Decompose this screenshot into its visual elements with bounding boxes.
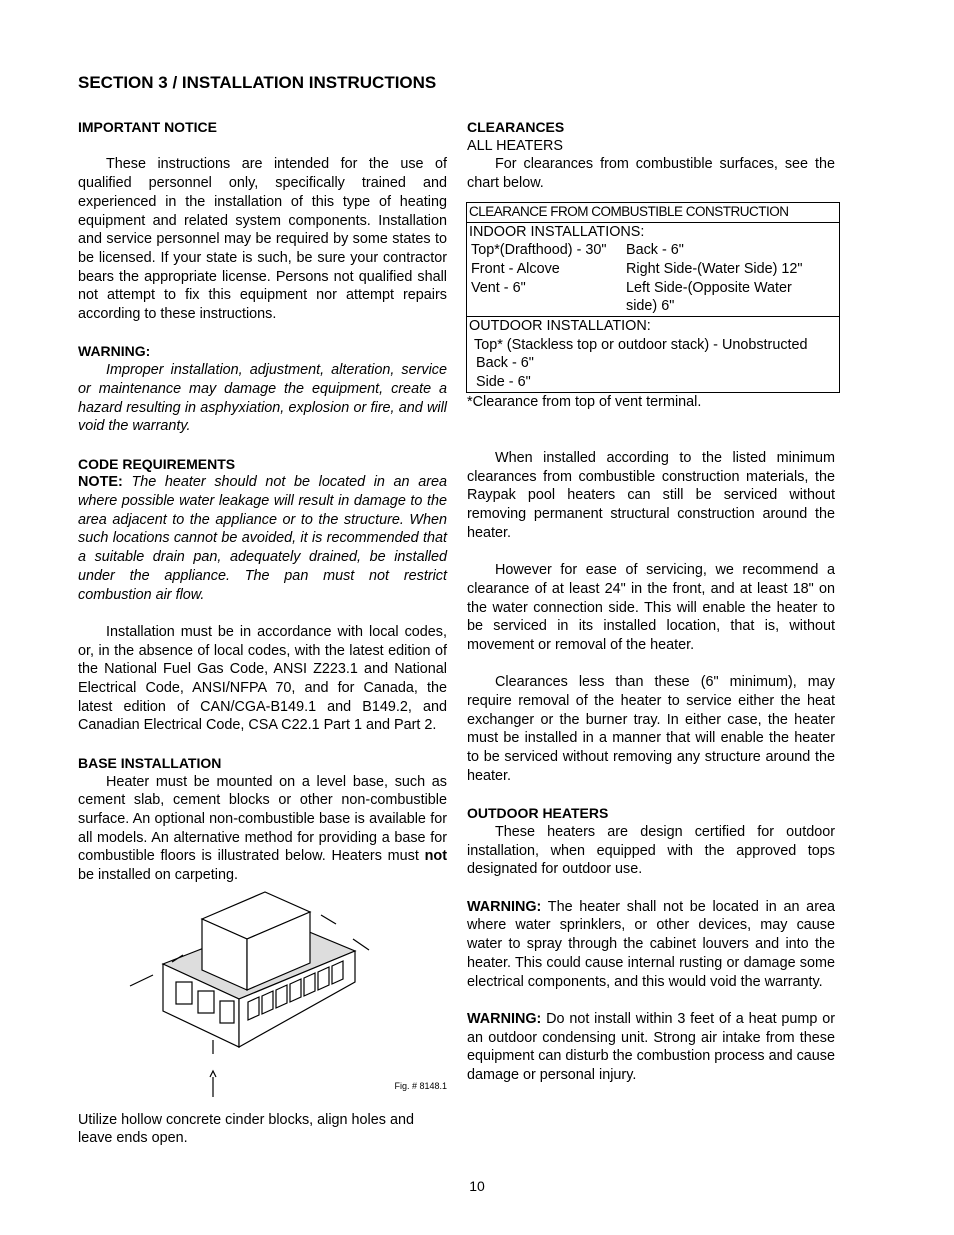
- clearances-para-1: When installed according to the listed minimum clearances from combustible construction materials, the Raypak pool heaters can still be serviced without removing permanent structural construction around the heater.: [467, 449, 835, 541]
- base-figure: [78, 887, 447, 1111]
- indoor-row: [467, 260, 839, 279]
- page-number: 10: [469, 1178, 485, 1194]
- warning-label: WARNING:: [467, 1010, 542, 1027]
- note-label: NOTE:: [78, 474, 123, 491]
- code-body: Installation must be in accordance with local codes, or, in the absence of local codes, with the latest edition of the National Fuel Gas Code, ANSI Z223.1 and National Electrical Code, ANSI/NFPA 70, and for Canada, the latest edition of CAN/CGA-B149.1 and B149.2, and Canadian Electrical Code, CSA C22.1 Part 1 and Part 2.: [78, 623, 447, 734]
- base-body-bold: not: [424, 848, 447, 865]
- important-notice-heading: IMPORTANT NOTICE: [78, 119, 217, 135]
- base-installation-heading: BASE INSTALLATION: [78, 754, 222, 771]
- indoor-row: [467, 279, 839, 316]
- code-note: [78, 473, 447, 604]
- warning-body: Improper installation, adjustment, alteration, service or maintenance may damage the equipment, create a hazard resulting in asphyxiation, explosion or fire, and will void the warranty.: [78, 362, 447, 435]
- all-heaters-subheading: ALL HEATERS: [467, 137, 563, 154]
- outdoor-row: Top* (Stackless top or outdoor stack) - Unobstructed: [474, 336, 808, 353]
- clearances-para-3: Clearances less than these (6" minimum), may require removal of the heater to service either the heat exchanger or the burner tray. In either case, the heater must be installed in a manner that will enable the heater to be serviced without removing any structure around the heater.: [467, 674, 835, 784]
- indoor-cell: Vent - 6": [471, 279, 526, 296]
- right-column: [467, 118, 835, 1085]
- clearance-table-title: CLEARANCE FROM COMBUSTIBLE CONSTRUCTION: [467, 203, 839, 223]
- outdoor-row: Side - 6": [476, 374, 531, 391]
- outdoor-heaters-body: These heaters are design certified for outdoor installation, when equipped with the approved tops designated for outdoor use.: [467, 823, 835, 878]
- indoor-installations-label: INDOOR INSTALLATIONS:: [469, 223, 645, 240]
- outdoor-row: Back - 6": [476, 355, 534, 372]
- left-column: [78, 118, 447, 1148]
- clearances-para-2: However for ease of servicing, we recommend a clearance of at least 24" in the front, and at least 18" on the water connection side. This will enable the heater to be serviced in its installed location, that is, without movement or removal of the heater.: [467, 562, 835, 653]
- warning-heading: WARNING:: [78, 343, 151, 360]
- warning-text: The heater shall not be located in an area where water sprinklers, or other devices, may cause water to spray through the cabinet louvers and into the heater. This could cause internal rusting or damage some electrical components, and this would void the warranty.: [467, 898, 835, 990]
- clearances-heading: CLEARANCES: [467, 119, 565, 135]
- indoor-cell: Top*(Drafthood) - 30": [471, 242, 607, 259]
- clearances-intro: For clearances from combustible surfaces, see the chart below.: [467, 156, 835, 192]
- base-installation-body: [78, 773, 447, 885]
- outdoor-warning-2: [467, 1010, 835, 1085]
- clearance-footnote: *Clearance from top of vent terminal.: [467, 393, 702, 410]
- figure-label: Fig. # 8148.1: [394, 1080, 447, 1091]
- base-body-pre: Heater must be mounted on a level base, such as cement slab, cement blocks or other non-combustible surface. An optional non-combustible base is available for all models. An alternative method for providing a base for combustible floors is illustrated below. Heaters must: [78, 773, 447, 865]
- indoor-row: [467, 241, 839, 260]
- outdoor-warning-1: [467, 898, 835, 992]
- section-title: SECTION 3 / INSTALLATION INSTRUCTIONS: [78, 73, 437, 92]
- base-body-post: be installed on carpeting.: [78, 867, 239, 884]
- warning-text: Do not install within 3 feet of a heat pump or an outdoor condensing unit. Strong air intake from these equipment can disturb the combustion process and cause damage or personal injury.: [467, 1010, 835, 1084]
- warning-label: WARNING:: [467, 898, 542, 915]
- important-notice-body: These instructions are intended for the use of qualified personnel only, specifically trained and experienced in the installation of this type of heating equipment and related system components. Installation and service personnel may be required by some states to be licensed. If your state is such, be sure your contractor bears the appropriate license. Persons not qualified shall not attempt to fix this equipment nor attempt repairs according to these instructions.: [78, 156, 447, 323]
- figure-caption: Utilize hollow concrete cinder blocks, align holes and leave ends open.: [78, 1111, 414, 1147]
- outdoor-heaters-heading: OUTDOOR HEATERS: [467, 805, 609, 822]
- cinder-block-base-illustration: [128, 887, 378, 1102]
- indoor-cell: Left Side-(Opposite Water side) 6": [626, 279, 792, 315]
- indoor-cell: Front - Alcove: [471, 260, 560, 277]
- outdoor-installation-label: OUTDOOR INSTALLATION:: [467, 316, 839, 336]
- indoor-cell: Back - 6": [626, 242, 684, 259]
- indoor-cell: Right Side-(Water Side) 12": [626, 260, 803, 277]
- note-body: The heater should not be located in an area where possible water leakage will result in damage to the area adjacent to the appliance or to the structure. When such locations cannot be avoided, it is recommended that a suitable drain pan, adequately drained, be installed under the appliance. The pan must not restrict combustion air flow.: [78, 474, 448, 603]
- clearance-table: [466, 202, 840, 393]
- code-requirements-heading: CODE REQUIREMENTS: [78, 455, 236, 472]
